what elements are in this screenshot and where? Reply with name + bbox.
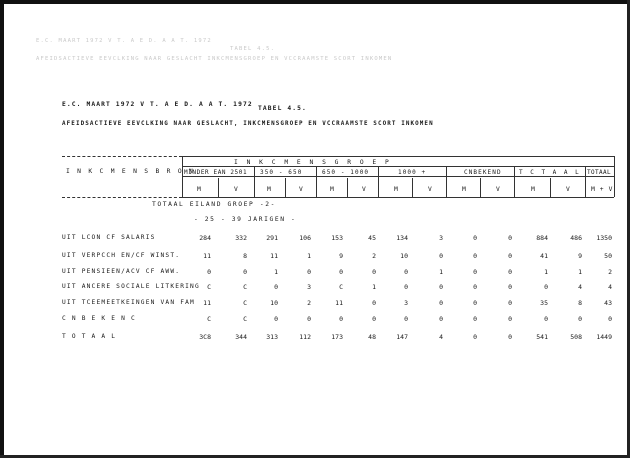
ghost-line-3: AFEIDSACTIEVE EEVCLKING NAAR GESLACHT INKCMENSGROEP EN VCCRAAMSTE SCORT INKOMEN: [36, 56, 393, 62]
table-cell: 11: [270, 252, 278, 260]
table-cell: 0: [372, 315, 376, 323]
table-cell: 8: [243, 252, 247, 260]
table-cell: 884: [536, 234, 548, 242]
row-label: UIT VERPCCH EN/CF WINST.: [62, 252, 181, 259]
sex-divider: [480, 178, 481, 197]
table-cell: 1350: [596, 234, 612, 242]
table-cell: 0: [508, 333, 512, 341]
table-cell: 0: [508, 283, 512, 291]
sex-label: M: [330, 186, 335, 193]
page-edge-top: [0, 0, 630, 4]
table-cell: 1: [372, 283, 376, 291]
table-cell: 0: [508, 234, 512, 242]
table-cell: C: [339, 283, 343, 291]
table-cell: 0: [473, 333, 477, 341]
table-cell: 486: [570, 234, 582, 242]
table-cell: 3: [439, 234, 443, 242]
table-cell: C: [207, 283, 211, 291]
table-cell: 2: [372, 252, 376, 260]
table-cell: 0: [404, 283, 408, 291]
header-rule-brackets: [182, 176, 614, 177]
header-rule-top: [182, 156, 614, 157]
header-rule-bottom: [182, 197, 614, 198]
page-edge-left: [0, 0, 4, 458]
table-cell: C: [243, 283, 247, 291]
table-cell: 344: [235, 333, 247, 341]
table-cell: 0: [508, 299, 512, 307]
sex-label: M: [394, 186, 399, 193]
age-group-title: - 25 - 39 JARIGEN -: [194, 216, 297, 223]
table-cell: 153: [331, 234, 343, 242]
table-cell: 541: [536, 333, 548, 341]
table-cell: 9: [578, 252, 582, 260]
table-cell: 0: [274, 283, 278, 291]
ghost-line-1: E.C. MAART 1972 V T. A E D. A A T. 1972: [36, 38, 212, 44]
sex-divider: [218, 178, 219, 197]
table-cell: 1: [307, 252, 311, 260]
col-divider: [446, 166, 447, 197]
subgroup-title: TOTAAL EILAND GROEP -2-: [152, 201, 276, 208]
table-cell: 291: [266, 234, 278, 242]
table-cell: 3C8: [199, 333, 211, 341]
table-cell: 0: [404, 268, 408, 276]
sex-label: V: [496, 186, 501, 193]
table-cell: 9: [339, 252, 343, 260]
bracket-header: TOTAAL: [587, 169, 612, 176]
table-cell: 0: [608, 315, 612, 323]
sex-label: V: [428, 186, 433, 193]
table-cell: 11: [203, 299, 211, 307]
table-cell: 4: [608, 283, 612, 291]
table-cell: 0: [307, 315, 311, 323]
col-divider: [316, 166, 317, 197]
table-cell: 41: [540, 252, 548, 260]
table-cell: 4: [439, 333, 443, 341]
bracket-header: CNBEKEND: [464, 169, 502, 176]
bracket-header: T C T A A L: [519, 169, 581, 176]
table-cell: 48: [368, 333, 376, 341]
table-cell: 1: [544, 268, 548, 276]
table-cell: 2: [608, 268, 612, 276]
table-cell: 0: [473, 234, 477, 242]
table-cell: 45: [368, 234, 376, 242]
table-cell: 35: [540, 299, 548, 307]
bracket-header: 650 - 1000: [322, 169, 370, 176]
table-cell: 0: [339, 268, 343, 276]
table-cell: 0: [404, 315, 408, 323]
sex-divider: [412, 178, 413, 197]
table-cell: 0: [508, 252, 512, 260]
bracket-header: MINDER EAN 2501: [184, 169, 248, 176]
table-cell: 2: [307, 299, 311, 307]
bracket-header: 1000 +: [398, 169, 427, 176]
table-cell: 0: [473, 268, 477, 276]
col-divider: [585, 166, 586, 197]
row-label: UIT ANCERE SOCIALE LITKERING: [62, 283, 200, 290]
row-label: UIT TCEEMEETKEINGEN VAN FAM: [62, 299, 195, 306]
row-label: UIT LCON CF SALARIS: [62, 234, 156, 241]
table-cell: 0: [372, 299, 376, 307]
ghost-line-2: TABEL 4.5.: [230, 46, 276, 52]
table-cell: 0: [372, 268, 376, 276]
sex-divider: [285, 178, 286, 197]
table-cell: 10: [400, 252, 408, 260]
sex-label: M: [531, 186, 536, 193]
bracket-header: 350 - 650: [260, 169, 303, 176]
header-rule-mid: [182, 166, 614, 167]
income-group-header: I N K C M E N S G R O E P: [234, 159, 392, 166]
table-cell: 43: [604, 299, 612, 307]
sex-label: V: [234, 186, 239, 193]
table-cell: 0: [307, 268, 311, 276]
table-cell: 0: [207, 268, 211, 276]
table-cell: 147: [396, 333, 408, 341]
table-cell: 3: [404, 299, 408, 307]
sex-divider: [347, 178, 348, 197]
table-cell: 8: [578, 299, 582, 307]
table-cell: 0: [439, 299, 443, 307]
table-cell: 134: [396, 234, 408, 242]
table-cell: 313: [266, 333, 278, 341]
table-cell: 106: [299, 234, 311, 242]
table-cell: 11: [203, 252, 211, 260]
row-label: UIT PENSIEEN/ACV CF AWW.: [62, 268, 181, 275]
table-cell: 1: [578, 268, 582, 276]
table-cell: 0: [243, 268, 247, 276]
sex-label: V: [299, 186, 304, 193]
sex-label: V: [362, 186, 367, 193]
col-divider: [378, 166, 379, 197]
table-cell: 1: [439, 268, 443, 276]
table-cell: 0: [578, 315, 582, 323]
table-cell: 1449: [596, 333, 612, 341]
table-cell: 0: [508, 268, 512, 276]
header-rule-left: [62, 156, 182, 157]
table-cell: 0: [473, 252, 477, 260]
table-cell: 0: [339, 315, 343, 323]
sex-label: V: [566, 186, 571, 193]
row-label: C N B E K E N C: [62, 315, 136, 322]
sex-label: M: [462, 186, 467, 193]
table-cell: 0: [544, 283, 548, 291]
table-cell: 0: [544, 315, 548, 323]
sex-label: M + V: [591, 186, 613, 193]
income-source-header: I N K C M E N S B R O N: [66, 168, 195, 175]
table-cell: 173: [331, 333, 343, 341]
row-label: T O T A A L: [62, 333, 117, 340]
table-cell: 284: [199, 234, 211, 242]
table-cell: 10: [270, 299, 278, 307]
table-cell: 0: [439, 252, 443, 260]
table-cell: C: [207, 315, 211, 323]
table-cell: 332: [235, 234, 247, 242]
col-divider: [182, 156, 183, 197]
table-cell: 4: [578, 283, 582, 291]
col-divider: [254, 166, 255, 197]
table-cell: 0: [508, 315, 512, 323]
table-label: TABEL 4.5.: [258, 105, 307, 112]
sex-label: M: [267, 186, 272, 193]
table-cell: 0: [473, 299, 477, 307]
table-cell: C: [243, 299, 247, 307]
table-cell: 0: [274, 315, 278, 323]
table-cell: 0: [473, 315, 477, 323]
table-title: AFEIDSACTIEVE EEVCLKING NAAR GESLACHT, INKCMENSGROEP EN VCCRAAMSTE SCORT INKOMEN: [62, 121, 434, 127]
table-cell: 11: [335, 299, 343, 307]
report-reference: E.C. MAART 1972 V T. A E D. A A T. 1972: [62, 101, 253, 108]
sex-divider: [550, 178, 551, 197]
table-cell: 0: [439, 315, 443, 323]
table-cell: 508: [570, 333, 582, 341]
table-cell: 50: [604, 252, 612, 260]
table-cell: 0: [439, 283, 443, 291]
table-cell: 1: [274, 268, 278, 276]
col-divider: [514, 166, 515, 197]
table-cell: C: [243, 315, 247, 323]
header-rule-bottom-left: [62, 197, 182, 198]
col-divider: [614, 156, 615, 197]
table-cell: 0: [473, 283, 477, 291]
sex-label: M: [197, 186, 202, 193]
table-cell: 112: [299, 333, 311, 341]
table-cell: 3: [307, 283, 311, 291]
